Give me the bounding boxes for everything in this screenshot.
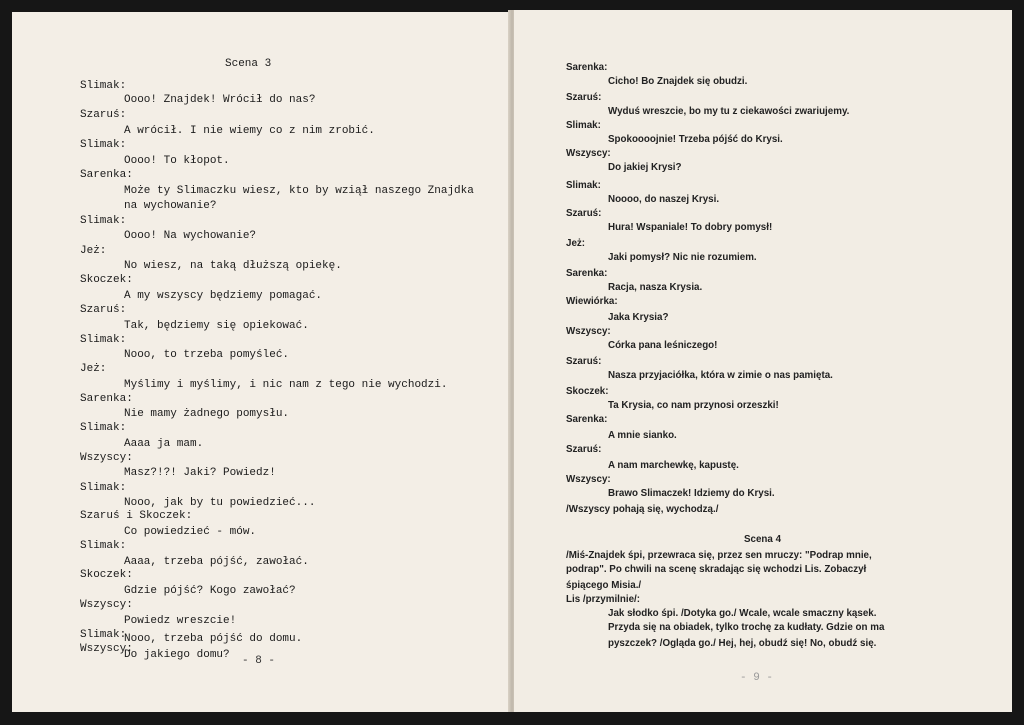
speaker-label: Wszyscy:	[80, 452, 133, 464]
page-number-left: - 8 -	[242, 655, 276, 667]
speaker-label: Szaruś:	[566, 444, 602, 455]
dialogue-line: /Wszyscy pohają się, wychodzą./	[566, 504, 719, 515]
speaker-label: Slimak:	[566, 180, 601, 191]
speaker-label: Slimak:	[80, 215, 127, 227]
speaker-label: Slimak:	[80, 629, 127, 641]
dialogue-line: A nam marchewkę, kapustę.	[608, 460, 739, 471]
speaker-label: Wszyscy:	[566, 148, 611, 159]
dialogue-line: Ta Krysia, co nam przynosi orzeszki!	[608, 400, 779, 411]
speaker-label: Slimak:	[80, 80, 127, 92]
dialogue-line: Racja, nasza Krysia.	[608, 282, 703, 293]
right-page	[514, 10, 1012, 712]
dialogue-line: podrap". Po chwili na scenę skradając się wchodzi Lis. Zobaczył	[566, 564, 867, 575]
dialogue-line: Jaki pomysł? Nic nie rozumiem.	[608, 252, 757, 263]
dialogue-line: A my wszyscy będziemy pomagać.	[124, 290, 323, 302]
scene-title: Scena 4	[744, 534, 782, 545]
dialogue-line: Nooo, jak by tu powiedzieć...	[124, 497, 316, 509]
dialogue-line: Myślimy i myślimy, i nic nam z tego nie wychodzi.	[124, 379, 448, 391]
dialogue-line: Może ty Slimaczku wiesz, kto by wziął naszego Znajdka	[124, 185, 474, 197]
dialogue-line: Nooo, trzeba pójść do domu.	[124, 633, 303, 645]
speaker-label: Szaruś:	[566, 356, 602, 367]
speaker-label: Slimak:	[80, 540, 127, 552]
dialogue-line: Nooo, to trzeba pomyśleć.	[124, 349, 290, 361]
speaker-label: Wszyscy:	[566, 474, 611, 485]
dialogue-line: Jaka Krysia?	[608, 312, 669, 323]
dialogue-line: Aaaa ja mam.	[124, 438, 204, 450]
dialogue-line: Powiedz wreszcie!	[124, 615, 237, 627]
dialogue-line: Do jakiego domu?	[124, 649, 230, 661]
dialogue-line: A mnie sianko.	[608, 430, 677, 441]
speaker-label: Szaruś:	[80, 109, 127, 121]
dialogue-line: Cicho! Bo Znajdek się obudzi.	[608, 76, 748, 87]
speaker-label: Wiewiórka:	[566, 296, 618, 307]
speaker-label: Szaruś i Skoczek:	[80, 510, 193, 522]
dialogue-line: Hura! Wspaniale! To dobry pomysł!	[608, 222, 773, 233]
speaker-label: Slimak:	[80, 482, 127, 494]
speaker-label: Jeż:	[80, 363, 107, 375]
speaker-label: Jeż:	[80, 245, 107, 257]
dialogue-line: Brawo Slimaczek! Idziemy do Krysi.	[608, 488, 775, 499]
dialogue-line: Nie mamy żadnego pomysłu.	[124, 408, 290, 420]
speaker-label: Sarenka:	[566, 62, 608, 73]
speaker-label: Lis /przymilnie/:	[566, 594, 641, 605]
page-number-right: - 9 -	[740, 672, 774, 684]
scene-title: Scena 3	[225, 58, 272, 70]
speaker-label: Skoczek:	[80, 274, 133, 286]
speaker-label: Skoczek:	[566, 386, 609, 397]
dialogue-line: Oooo! To kłopot.	[124, 155, 230, 167]
dialogue-line: Oooo! Znajdek! Wrócił do nas?	[124, 94, 316, 106]
dialogue-line: Oooo! Na wychowanie?	[124, 230, 257, 242]
dialogue-line: Tak, będziemy się opiekować.	[124, 320, 309, 332]
dialogue-line: Córka pana leśniczego!	[608, 340, 718, 351]
dialogue-line: Gdzie pójść? Kogo zawołać?	[124, 585, 296, 597]
speaker-label: Wszyscy:	[80, 643, 133, 655]
speaker-label: Slimak:	[80, 334, 127, 346]
speaker-label: Slimak:	[80, 139, 127, 151]
speaker-label: Jeż:	[566, 238, 586, 249]
left-page	[12, 12, 510, 712]
speaker-label: Wszyscy:	[80, 599, 133, 611]
dialogue-line: Do jakiej Krysi?	[608, 162, 682, 173]
dialogue-line: Aaaa, trzeba pójść, zawołać.	[124, 556, 309, 568]
dialogue-line: No wiesz, na taką dłuższą opiekę.	[124, 260, 342, 272]
dialogue-line: A wrócił. I nie wiemy co z nim zrobić.	[124, 125, 375, 137]
speaker-label: Sarenka:	[80, 393, 133, 405]
dialogue-line: Jak słodko śpi. /Dotyka go./ Wcale, wcale smaczny kąsek.	[608, 608, 877, 619]
speaker-label: Slimak:	[80, 422, 127, 434]
dialogue-line: /Miś-Znajdek śpi, przewraca się, przez sen mruczy: "Podrap mnie,	[566, 550, 872, 561]
dialogue-line: Noooo, do naszej Krysi.	[608, 194, 720, 205]
speaker-label: Sarenka:	[566, 414, 608, 425]
speaker-label: Wszyscy:	[566, 326, 611, 337]
dialogue-line: Masz?!?! Jaki? Powiedz!	[124, 467, 276, 479]
dialogue-line: na wychowanie?	[124, 200, 217, 212]
speaker-label: Sarenka:	[566, 268, 608, 279]
speaker-label: Slimak:	[566, 120, 601, 131]
dialogue-line: Wyduś wreszcie, bo my tu z ciekawości zwariujemy.	[608, 106, 850, 117]
dialogue-line: Co powiedzieć - mów.	[124, 526, 257, 538]
speaker-label: Skoczek:	[80, 569, 133, 581]
dialogue-line: Nasza przyjaciółka, która w zimie o nas pamięta.	[608, 370, 833, 381]
speaker-label: Sarenka:	[80, 169, 133, 181]
speaker-label: Szaruś:	[566, 92, 602, 103]
dialogue-line: pyszczek? /Ogląda go./ Hej, hej, obudź się! No, obudź się.	[608, 638, 877, 649]
speaker-label: Szaruś:	[80, 304, 127, 316]
dialogue-line: Spokoooojnie! Trzeba pójść do Krysi.	[608, 134, 783, 145]
dialogue-line: śpiącego Misia./	[566, 580, 642, 591]
dialogue-line: Przyda się na obiadek, tylko trochę za kudłaty. Gdzie on ma	[608, 622, 885, 633]
speaker-label: Szaruś:	[566, 208, 602, 219]
